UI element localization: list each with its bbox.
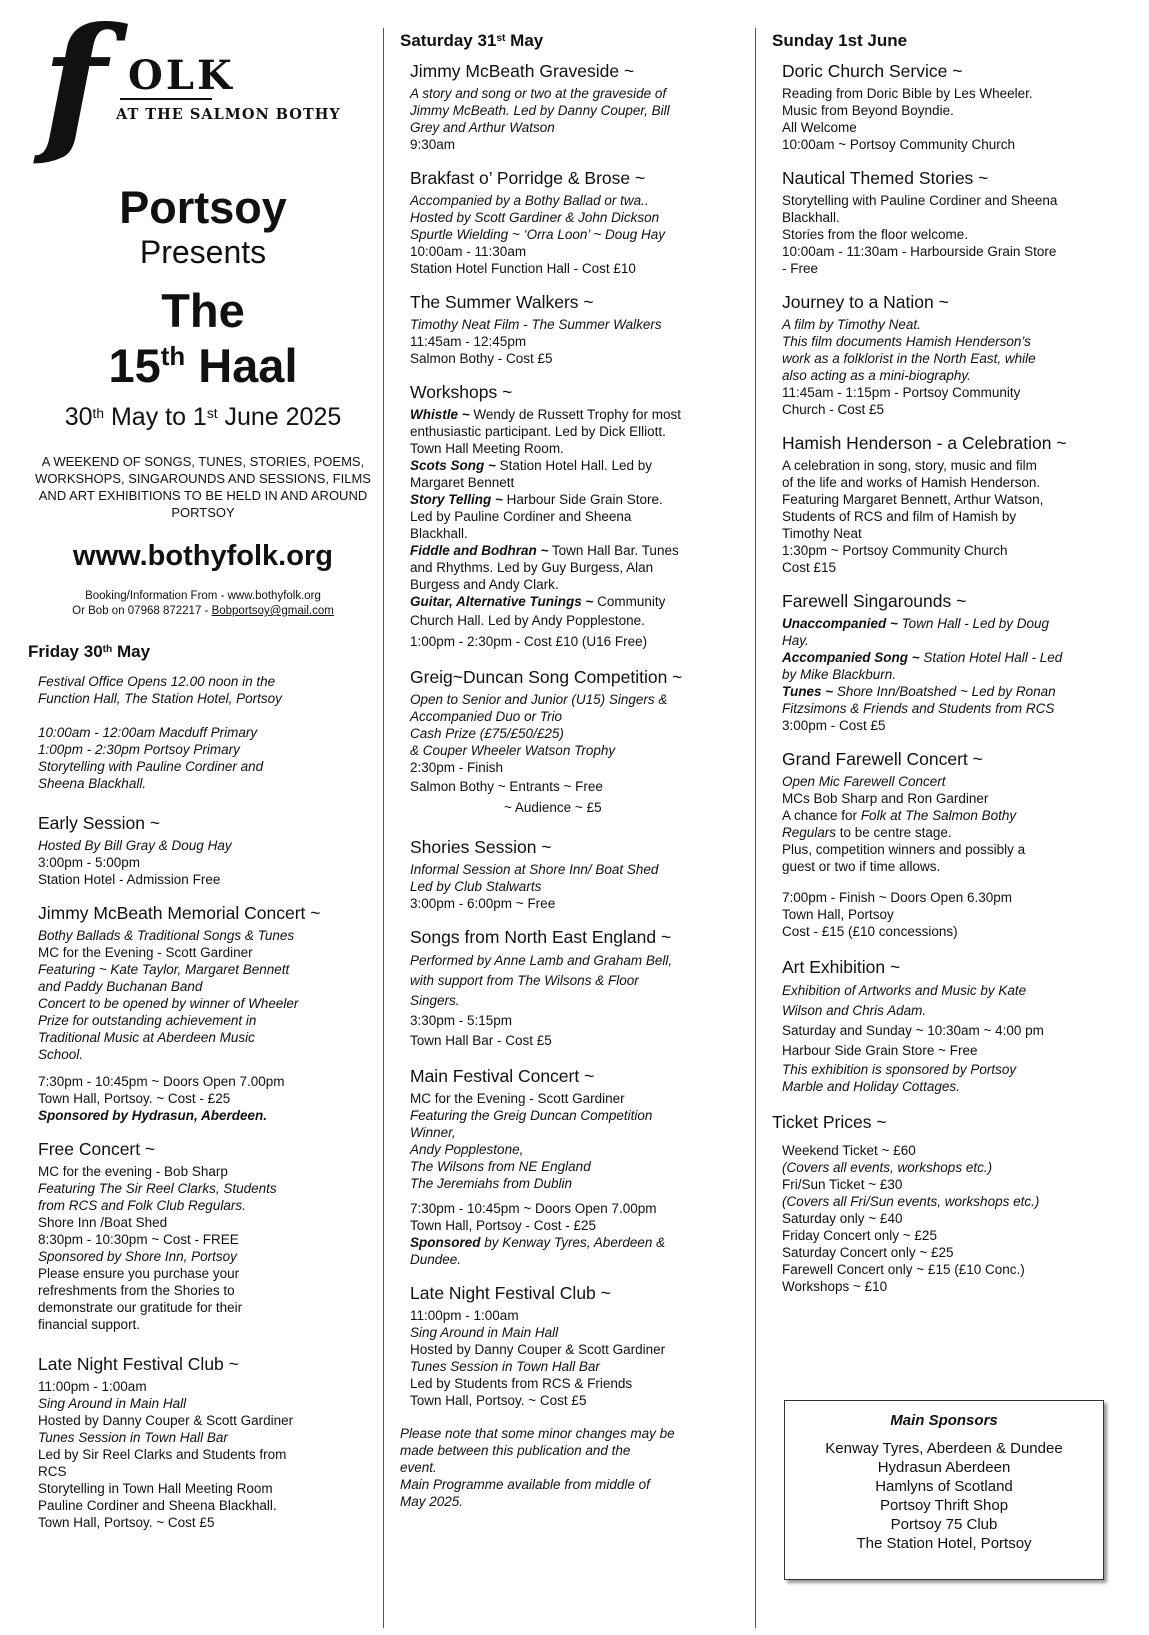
- text-line: 1:00pm - 2:30pm - Cost £10 (U16 Free): [410, 634, 648, 649]
- text-line: Open to Senior and Junior (U15) Singers &: [410, 692, 668, 707]
- text-line: 9:30am: [410, 137, 456, 152]
- text-line: Led by Sir Reel Clarks and Students from: [38, 1447, 287, 1462]
- text-line: 10:00am - 12:00am Macduff Primary: [38, 725, 258, 740]
- booking-line-1: Booking/Information From - www.bothyfolk.org: [85, 590, 321, 602]
- text-line: Students of RCS and film of Hamish by: [782, 509, 1017, 524]
- day-heading-friday: [28, 641, 378, 663]
- event-title: Songs from North East England ~: [410, 927, 672, 947]
- text-line: Church - Cost £5: [782, 402, 885, 417]
- text-line: Accompanied Duo or Trio: [410, 709, 563, 724]
- text-line: Plus, competition winners and possibly a: [782, 842, 1026, 857]
- text-line: School.: [38, 1047, 84, 1062]
- text-line: 3:00pm - Cost £5: [782, 718, 886, 733]
- text-line: The Wilsons from NE England: [410, 1159, 591, 1174]
- event-grand-farewell: [782, 748, 1122, 940]
- text-line: 7:00pm - Finish ~ Doors Open 6.30pm: [782, 890, 1012, 905]
- singaround-tunes: [782, 683, 1122, 700]
- main-sponsors-box: [784, 1400, 1104, 1580]
- sponsors-heading: Main Sponsors: [890, 1412, 998, 1429]
- text-line: Town Hall Bar - Cost £5: [410, 1033, 552, 1048]
- singaround-unaccompanied: [782, 615, 1122, 632]
- text-line: 3:00pm - 5:00pm: [38, 855, 141, 870]
- text-line: Town Hall, Portsoy - Cost - £25: [410, 1218, 597, 1233]
- column-divider-right: [755, 28, 756, 1628]
- text-line: Blackhall.: [782, 210, 840, 225]
- text-line: Please note that some minor changes may be: [400, 1426, 675, 1441]
- text-line: 7:30pm - 10:45pm ~ Doors Open 7.00pm: [410, 1201, 657, 1216]
- text-line: Hosted by Danny Couper & Scott Gardiner: [410, 1342, 666, 1357]
- event-hamish-henderson: [782, 432, 1122, 576]
- ticket-item: Friday Concert only ~ £25: [782, 1228, 937, 1243]
- text-line: Shore Inn /Boat Shed: [38, 1215, 168, 1230]
- text-line: Andy Popplestone,: [410, 1142, 524, 1157]
- text-line: Featuring ~ Kate Taylor, Margaret Bennett: [38, 962, 290, 977]
- logo-f-glyph: f: [42, 0, 107, 171]
- text-line: Sheena Blackhall.: [38, 776, 147, 791]
- sponsor-item: Kenway Tyres, Aberdeen & Dundee: [825, 1440, 1063, 1457]
- text-line: Winner,: [410, 1125, 456, 1140]
- text-line: Hosted By Bill Gray & Doug Hay: [38, 838, 232, 853]
- text-line: Fitzsimons & Friends and Students from RCS: [782, 701, 1055, 716]
- text-line: refreshments from the Shories to: [38, 1283, 235, 1298]
- text-line: with support from The Wilsons & Floor: [410, 973, 639, 988]
- event-title: The Summer Walkers ~: [410, 292, 594, 312]
- sponsor-item: Hamlyns of Scotland: [875, 1478, 1013, 1495]
- event-title: Shories Session ~: [410, 837, 552, 857]
- booking-email-link[interactable]: Bobportsoy@gmail.com: [211, 605, 334, 617]
- text-line: Town Hall, Portsoy. ~ Cost £5: [410, 1393, 587, 1408]
- day-month: May: [112, 642, 151, 661]
- workshop-guitar: [410, 593, 735, 610]
- text-line: Town Hall, Portsoy: [782, 907, 894, 922]
- text-span: Town Hall - Led by Doug: [897, 616, 1050, 631]
- sponsor-line: [410, 1234, 735, 1251]
- ticket-item: Workshops ~ £10: [782, 1279, 888, 1294]
- text-line: Bothy Ballads & Traditional Songs & Tunes: [38, 928, 295, 943]
- text-line: Town Hall Meeting Room.: [410, 441, 564, 456]
- workshop-whistle: [410, 406, 735, 423]
- text-line: A story and song or two at the graveside of: [410, 86, 667, 101]
- text-line: Featuring the Greig Duncan Competition: [410, 1108, 653, 1123]
- text-line: Margaret Bennett: [410, 475, 515, 490]
- saturday-events: [400, 60, 735, 1409]
- text-line: Please ensure you purchase your: [38, 1266, 240, 1281]
- text-line: [782, 824, 1122, 841]
- text-line: Salmon Bothy - Cost £5: [410, 351, 553, 366]
- workshop-name: Story Telling ~: [410, 492, 503, 507]
- text-line: Led by Club Stalwarts: [410, 879, 542, 894]
- dates-end-ordinal: st: [206, 406, 218, 421]
- day-ordinal: st: [496, 33, 506, 44]
- text-line: Salmon Bothy ~ Entrants ~ Free: [410, 779, 603, 794]
- text-line: guest or two if time allows.: [782, 859, 941, 874]
- festival-dates: [28, 401, 378, 433]
- text-span: Shore Inn/Boatshed ~ Led by Ronan: [833, 684, 1056, 699]
- event-summer-walkers: [410, 291, 735, 367]
- festival-blurb: A WEEKEND OF SONGS, TUNES, STORIES, POEMS, WORKSHOPS, SINGAROUNDS AND SESSIONS, FILMS AND ART EXHIBITIONS TO BE HELD IN AND AROUND PORTSOY: [35, 454, 371, 520]
- event-title: Main Festival Concert ~: [410, 1066, 595, 1086]
- text-line: Led by Students from RCS & Friends: [410, 1376, 633, 1391]
- event-title: Nautical Themed Stories ~: [782, 168, 989, 188]
- schools-info: [38, 724, 378, 792]
- text-line: 3:30pm - 5:15pm: [410, 1013, 513, 1028]
- text-line: Main Programme available from middle of: [400, 1477, 650, 1492]
- column-divider-left: [383, 28, 384, 1628]
- text-line: Exhibition of Artworks and Music by Kate: [782, 983, 1027, 998]
- text-line: of the life and works of Hamish Henderson.: [782, 475, 1041, 490]
- text-line: Wilson and Chris Adam.: [782, 1003, 927, 1018]
- text-line: Sponsored by Shore Inn, Portsoy: [38, 1249, 237, 1264]
- title-presents: Presents: [139, 234, 267, 270]
- text-line: Grey and Arthur Watson: [410, 120, 555, 135]
- workshop-story-telling: [410, 491, 735, 508]
- booking-line-2: [28, 604, 378, 619]
- text-line: 7:30pm - 10:45pm ~ Doors Open 7.00pm: [38, 1074, 285, 1089]
- day-heading-sunday: Sunday 1st June: [772, 31, 908, 50]
- text-line: Festival Office Opens 12.00 noon in the: [38, 674, 276, 689]
- event-brakfast: [410, 167, 735, 277]
- singaround-accompanied: [782, 649, 1122, 666]
- text-line: financial support.: [38, 1317, 141, 1332]
- text-line: Sing Around in Main Hall: [38, 1396, 187, 1411]
- text-line: work as a folklorist in the North East, while: [782, 351, 1036, 366]
- event-title: Early Session ~: [38, 813, 161, 833]
- event-songs-ne-england: [410, 926, 735, 1051]
- event-nautical-stories: [782, 167, 1122, 277]
- text-line: Performed by Anne Lamb and Graham Bell,: [410, 953, 673, 968]
- singaround-name: Accompanied Song ~: [782, 650, 920, 665]
- text-line: Station Hotel Function Hall - Cost £10: [410, 261, 636, 276]
- event-late-night-club-friday: [38, 1353, 378, 1531]
- text-line: - Free: [782, 261, 819, 276]
- title-the: The: [161, 284, 245, 337]
- text-line: demonstrate our gratitude for their: [38, 1300, 243, 1315]
- text-line: 8:30pm - 10:30pm ~ Cost - FREE: [38, 1232, 239, 1247]
- title-haal: [28, 339, 378, 393]
- event-early-session: [38, 812, 378, 888]
- text-line: enthusiastic participant. Led by Dick Elliott.: [410, 424, 666, 439]
- text-line: Cash Prize (£75/£50/£25): [410, 726, 564, 741]
- text-span: Harbour Side Grain Store.: [502, 492, 663, 507]
- ticket-item: Farewell Concert only ~ £15 (£10 Conc.): [782, 1262, 1025, 1277]
- event-farewell-singarounds: [782, 590, 1122, 734]
- text-line: All Welcome: [782, 120, 857, 135]
- text-span: Station Hotel Hall. Led by: [495, 458, 652, 473]
- text-line: made between this publication and the: [400, 1443, 631, 1458]
- event-title: Workshops ~: [410, 382, 513, 402]
- text-line: MC for the Evening - Scott Gardiner: [410, 1091, 625, 1106]
- text-span: Station Hotel Hall - Led: [919, 650, 1063, 665]
- text-line: Function Hall, The Station Hotel, Portsoy: [38, 691, 282, 706]
- ticket-note: (Covers all events, workshops etc.): [782, 1160, 993, 1175]
- text-line: Storytelling with Pauline Cordiner and: [38, 759, 264, 774]
- text-line: Saturday and Sunday ~ 10:30am ~ 4:00 pm: [782, 1023, 1044, 1038]
- text-line: Burgess and Andy Clark.: [410, 577, 559, 592]
- column-sunday: [772, 0, 1122, 1295]
- text-line: [782, 807, 1122, 824]
- sponsor-item: Hydrasun Aberdeen: [877, 1459, 1011, 1476]
- text-line: MCs Bob Sharp and Ron Gardiner: [782, 791, 989, 806]
- text-line: Jimmy McBeath. Led by Danny Couper, Bill: [410, 103, 670, 118]
- day-ordinal: th: [102, 644, 113, 655]
- event-journey-to-nation: [782, 291, 1122, 418]
- text-line: Marble and Holiday Cottages.: [782, 1079, 960, 1094]
- text-line: Dundee.: [410, 1252, 462, 1267]
- ticket-item: Saturday only ~ £40: [782, 1211, 903, 1226]
- text-line: Cost £15: [782, 560, 837, 575]
- text-line: Cost - £15 (£10 concessions): [782, 924, 958, 939]
- column-saturday: [400, 0, 735, 1510]
- text-line: and Rhythms. Led by Guy Burgess, Alan: [410, 560, 654, 575]
- ticket-prices: [772, 1111, 1122, 1295]
- text-line: 3:00pm - 6:00pm ~ Free: [410, 896, 556, 911]
- text-line: 2:30pm - Finish: [410, 760, 504, 775]
- workshop-fiddle: [410, 542, 735, 559]
- haal-word: Haal: [185, 339, 298, 392]
- event-title: Hamish Henderson - a Celebration ~: [782, 433, 1067, 453]
- text-line: Tunes Session in Town Hall Bar: [38, 1430, 228, 1445]
- dates-start: 30: [64, 403, 93, 431]
- workshop-name: Fiddle and Bodhran ~: [410, 543, 549, 558]
- singaround-name: Unaccompanied ~: [782, 616, 898, 631]
- ticket-list: [772, 1142, 1122, 1295]
- logo-subtitle: AT THE SALMON BOTHY: [116, 106, 341, 123]
- workshop-name: Whistle ~: [410, 407, 470, 422]
- text-line: Church Hall. Led by Andy Popplestone.: [410, 613, 645, 628]
- event-late-night-club-saturday: [410, 1282, 735, 1409]
- text-line: ~ Audience ~ £5: [504, 800, 602, 815]
- website-link[interactable]: www.bothyfolk.org: [73, 540, 333, 572]
- text-span: Town Hall Bar. Tunes: [548, 543, 679, 558]
- workshop-scots-song: [410, 457, 735, 474]
- day-month: May: [505, 31, 544, 50]
- text-span: Wendy de Russett Trophy for most: [469, 407, 681, 422]
- text-line: Traditional Music at Aberdeen Music: [38, 1030, 255, 1045]
- text-line: Informal Session at Shore Inn/ Boat Shed: [410, 862, 659, 877]
- text-line: Pauline Cordiner and Sheena Blackhall.: [38, 1498, 277, 1513]
- text-line: 1:30pm ~ Portsoy Community Church: [782, 543, 1008, 558]
- text-line: event.: [400, 1460, 437, 1475]
- text-span: Community: [593, 594, 666, 609]
- friday-events: [28, 673, 378, 1531]
- event-title: Farewell Singarounds ~: [782, 591, 967, 611]
- text-line: Led by Pauline Cordiner and Sheena: [410, 509, 632, 524]
- ticket-item: Weekend Ticket ~ £60: [782, 1143, 916, 1158]
- text-line: Concert to be opened by winner of Wheeler: [38, 996, 299, 1011]
- sponsor-label: Sponsored: [410, 1235, 481, 1250]
- ticket-note: (Covers all Fri/Sun events, workshops etc.): [782, 1194, 1040, 1209]
- text-line: 1:00pm - 2:30pm Portsoy Primary: [38, 742, 240, 757]
- text-line: Spurtle Wielding ~ ‘Orra Loon’ ~ Doug Hay: [410, 227, 666, 242]
- event-title: Ticket Prices ~: [772, 1112, 887, 1132]
- text-line: 11:45am - 12:45pm: [410, 334, 527, 349]
- event-workshops: [410, 381, 735, 652]
- event-title: Late Night Festival Club ~: [38, 1354, 239, 1374]
- text-line: 10:00am ~ Portsoy Community Church: [782, 137, 1015, 152]
- event-title: Brakfast o’ Porridge & Brose ~: [410, 168, 646, 188]
- text-line: 10:00am - 11:30am - Harbourside Grain Store: [782, 244, 1057, 259]
- text-line: Town Hall, Portsoy. ~ Cost £5: [38, 1515, 215, 1530]
- event-title: Free Concert ~: [38, 1139, 156, 1159]
- text-line: by Mike Blackburn.: [782, 667, 897, 682]
- text-line: and Paddy Buchanan Band: [38, 979, 203, 994]
- event-free-concert: [38, 1138, 378, 1333]
- text-line: May 2025.: [400, 1494, 464, 1509]
- text-line: Music from Beyond Boyndie.: [782, 103, 954, 118]
- workshop-name: Scots Song ~: [410, 458, 496, 473]
- dates-mid: May to 1: [104, 403, 207, 431]
- text-line: 10:00am - 11:30am: [410, 244, 527, 259]
- text-line: RCS: [38, 1464, 67, 1479]
- dates-end: June 2025: [217, 403, 342, 431]
- text-line: Tunes Session in Town Hall Bar: [410, 1359, 600, 1374]
- text-line: MC for the Evening - Scott Gardiner: [38, 945, 253, 960]
- text-line: Blackhall.: [410, 526, 468, 541]
- text-line: Storytelling in Town Hall Meeting Room: [38, 1481, 273, 1496]
- text-line: Accompanied by a Bothy Ballad or twa..: [410, 193, 649, 208]
- festival-office-info: [38, 673, 378, 707]
- text-line: Town Hall, Portsoy. ~ Cost - £25: [38, 1091, 231, 1106]
- text-line: The Jeremiahs from Dublin: [410, 1176, 573, 1191]
- text-line: Timothy Neat Film - The Summer Walkers: [410, 317, 662, 332]
- event-title: Doric Church Service ~: [782, 61, 963, 81]
- text-line: Station Hotel - Admission Free: [38, 872, 221, 887]
- event-greig-duncan: [410, 666, 735, 818]
- text-line: Hosted by Danny Couper & Scott Gardiner: [38, 1413, 294, 1428]
- sunday-events: [772, 60, 1122, 1095]
- day-label: Saturday 31: [400, 31, 497, 50]
- ticket-item: Fri/Sun Ticket ~ £30: [782, 1177, 903, 1192]
- sponsor-item: Portsoy Thrift Shop: [879, 1497, 1009, 1514]
- haal-ordinal: th: [160, 343, 186, 371]
- text-line: This film documents Hamish Henderson’s: [782, 334, 1031, 349]
- text-line: This exhibition is sponsored by Portsoy: [782, 1062, 1017, 1077]
- event-title: Late Night Festival Club ~: [410, 1283, 611, 1303]
- event-title: Grand Farewell Concert ~: [782, 749, 983, 769]
- event-graveside: [410, 60, 735, 153]
- text-line: 11:00pm - 1:00am: [410, 1308, 519, 1323]
- event-shories-session: [410, 836, 735, 912]
- text-span: Regulars: [782, 825, 837, 840]
- event-title: Journey to a Nation ~: [782, 292, 949, 312]
- programme-note: [400, 1425, 735, 1510]
- text-line: from RCS and Folk Club Regulars.: [38, 1198, 246, 1213]
- text-line: Singers.: [410, 993, 460, 1008]
- dates-start-ordinal: th: [92, 406, 105, 421]
- text-span: to be centre stage.: [836, 825, 952, 840]
- text-span: by Kenway Tyres, Aberdeen &: [480, 1235, 666, 1250]
- event-memorial-concert: [38, 902, 378, 1124]
- singaround-name: Tunes ~: [782, 684, 834, 699]
- column-friday: [28, 0, 378, 1531]
- ticket-item: Saturday Concert only ~ £25: [782, 1245, 954, 1260]
- text-line: Sing Around in Main Hall: [410, 1325, 559, 1340]
- booking-info: [28, 589, 378, 619]
- text-line: Stories from the floor welcome.: [782, 227, 969, 242]
- text-line: Open Mic Farewell Concert: [782, 774, 946, 789]
- text-line: Harbour Side Grain Store ~ Free: [782, 1043, 978, 1058]
- haal-number: 15: [108, 339, 161, 392]
- text-line: Hosted by Scott Gardiner & John Dickson: [410, 210, 660, 225]
- text-line: 11:00pm - 1:00am: [38, 1379, 147, 1394]
- text-line: Prize for outstanding achievement in: [38, 1013, 257, 1028]
- text-span: Folk at The Salmon Bothy: [860, 808, 1017, 823]
- text-line: A celebration in song, story, music and film: [782, 458, 1037, 473]
- text-line: 11:45am - 1:15pm - Portsoy Community: [782, 385, 1021, 400]
- event-doric-church: [782, 60, 1122, 153]
- event-title: Greig~Duncan Song Competition ~: [410, 667, 683, 687]
- text-line: MC for the evening - Bob Sharp: [38, 1164, 228, 1179]
- text-line: also acting as a mini-biography.: [782, 368, 971, 383]
- sponsor-item: The Station Hotel, Portsoy: [856, 1535, 1032, 1552]
- event-main-festival-concert: [410, 1065, 735, 1268]
- event-title: Jimmy McBeath Graveside ~: [410, 61, 635, 81]
- event-title: Jimmy McBeath Memorial Concert ~: [38, 903, 321, 923]
- booking-phone: Or Bob on 07968 872217 -: [72, 605, 212, 617]
- sponsor-item: Portsoy 75 Club: [890, 1516, 998, 1533]
- folk-logo: [28, 0, 378, 171]
- logo-olk: OLK: [128, 52, 235, 99]
- text-line: A film by Timothy Neat.: [782, 317, 921, 332]
- text-line: Featuring The Sir Reel Clarks, Students: [38, 1181, 277, 1196]
- text-line: & Couper Wheeler Watson Trophy: [410, 743, 616, 758]
- day-label: Friday 30: [28, 642, 103, 661]
- text-line: Hay.: [782, 633, 809, 648]
- logo-underline: [120, 98, 212, 100]
- workshop-name: Guitar, Alternative Tunings ~: [410, 594, 594, 609]
- day-heading-saturday: [400, 30, 735, 52]
- event-art-exhibition: [782, 956, 1122, 1095]
- title-portsoy: Portsoy: [119, 182, 287, 233]
- text-line: Reading from Doric Bible by Les Wheeler.: [782, 86, 1033, 101]
- text-line: Featuring Margaret Bennett, Arthur Watson,: [782, 492, 1044, 507]
- event-title: Art Exhibition ~: [782, 957, 901, 977]
- sponsor-line: Sponsored by Hydrasun, Aberdeen.: [38, 1108, 268, 1123]
- text-line: Storytelling with Pauline Cordiner and Sheena: [782, 193, 1058, 208]
- text-span: A chance for: [782, 808, 861, 823]
- text-line: Timothy Neat: [782, 526, 862, 541]
